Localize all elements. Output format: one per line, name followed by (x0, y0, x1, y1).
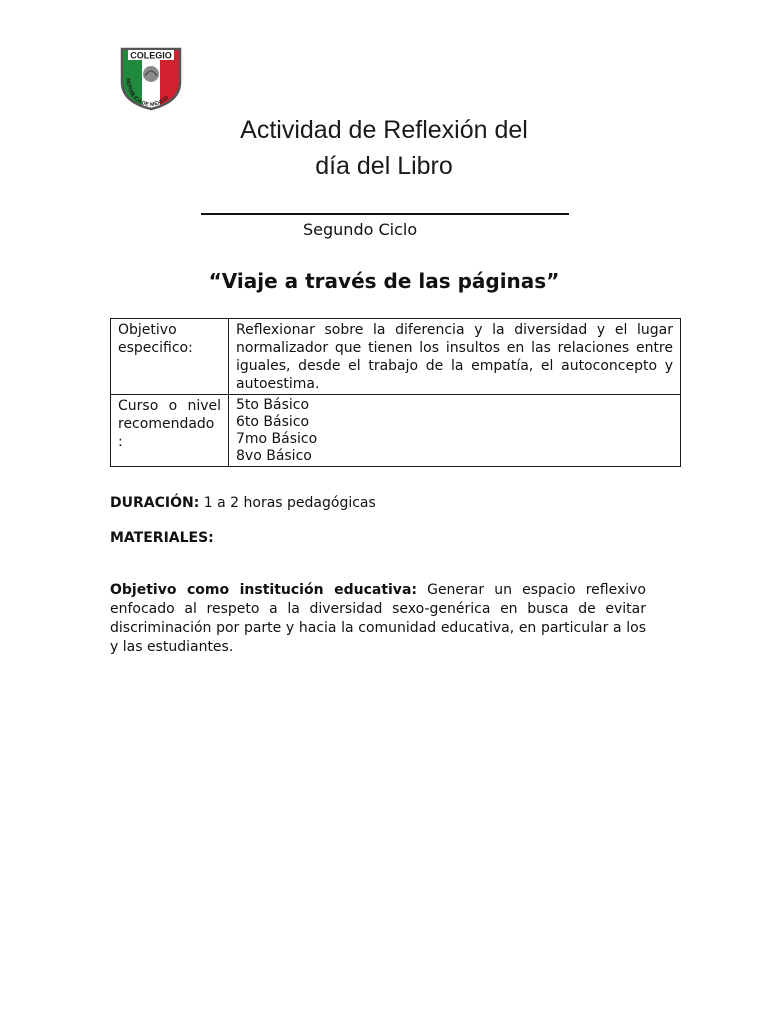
institution-objective-label: Objetivo como institución educativa: (110, 582, 417, 598)
objective-label: Objetivo especifico: (111, 319, 229, 395)
duration-value: 1 a 2 horas pedagógicas (203, 495, 376, 511)
course-values (229, 395, 681, 467)
page-title-line-2: día del Libro (315, 152, 453, 180)
eagle-emblem-icon (143, 66, 159, 82)
course-item: 8vo Básico (236, 448, 312, 464)
institution-objective (110, 581, 646, 657)
activity-subtitle: “Viaje a través de las páginas” (208, 269, 560, 293)
page-title-line-1: Actividad de Reflexión del (240, 116, 528, 144)
course-label: Curso o nivel recomendado : (111, 395, 229, 467)
table-row-objective (111, 319, 681, 395)
materials-line (110, 529, 646, 548)
cycle-label: Segundo Ciclo (303, 220, 418, 239)
table-row-course (111, 395, 681, 467)
title-divider (201, 213, 569, 215)
school-logo (118, 46, 184, 112)
course-item: 7mo Básico (236, 431, 318, 447)
institution-objective-value: Generar un espacio reflexivo enfocado al respeto a la diversidad sexo-genérica en busca de evitar discriminación por parte y hacia la comunidad educativa, en particular a los y las estudiantes. (110, 582, 646, 655)
duration-line (110, 494, 646, 513)
course-item: 6to Básico (236, 414, 310, 430)
materials-label: MATERIALES: (110, 530, 214, 546)
course-item: 5to Básico (236, 397, 310, 413)
logo-text: COLEGIO (130, 50, 172, 61)
logo-ring-text: REPÚBLICA DE MÉXICO (124, 77, 170, 109)
objective-value: Reflexionar sobre la diferencia y la diversidad y el lugar normalizador que tienen los insultos en las relaciones entre iguales, desde el trabajo de la empatía, el autoconcepto y autoestima. (229, 319, 681, 395)
duration-label: DURACIÓN: (110, 495, 200, 511)
info-table (110, 318, 681, 467)
